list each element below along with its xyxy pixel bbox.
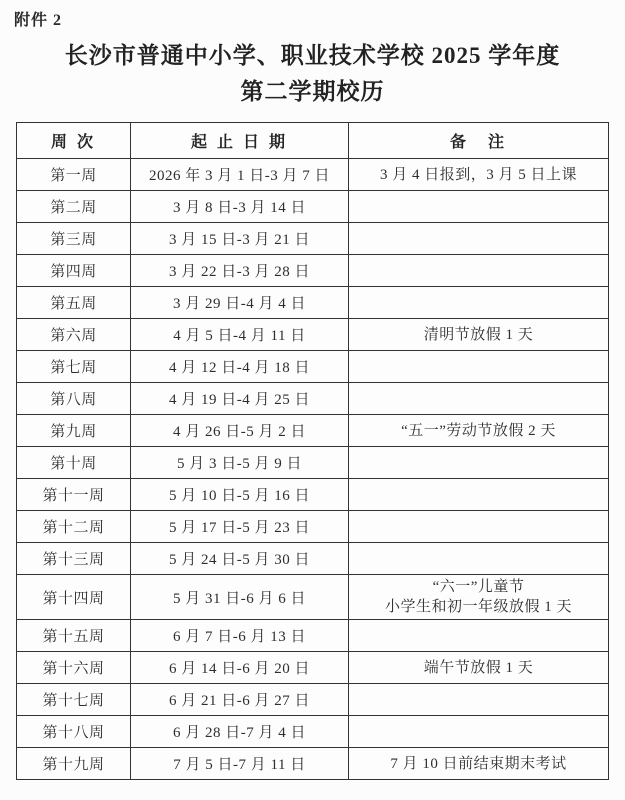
dates-cell: 5 月 10 日-5 月 16 日: [131, 479, 349, 511]
attachment-label: 附件 2: [14, 12, 63, 29]
table-row: [17, 191, 609, 223]
calendar-table: [16, 122, 609, 780]
dates-cell: 5 月 31 日-6 月 6 日: [131, 575, 349, 620]
table-row: [17, 684, 609, 716]
remark-cell: 7 月 10 日前结束期末考试: [349, 748, 609, 780]
dates-cell: 3 月 8 日-3 月 14 日: [131, 191, 349, 223]
table-row: [17, 255, 609, 287]
dates-cell: 7 月 5 日-7 月 11 日: [131, 748, 349, 780]
table-row: [17, 415, 609, 447]
dates-cell: 4 月 5 日-4 月 11 日: [131, 319, 349, 351]
week-cell: 第十二周: [17, 511, 131, 543]
week-cell: 第十七周: [17, 684, 131, 716]
table-row: [17, 351, 609, 383]
dates-cell: 3 月 29 日-4 月 4 日: [131, 287, 349, 319]
page-title-line1: 长沙市普通中小学、职业技术学校 2025 学年度: [64, 43, 561, 68]
column-header-dates: 起 止 日 期: [131, 123, 349, 159]
dates-cell: 3 月 22 日-3 月 28 日: [131, 255, 349, 287]
week-cell: 第十三周: [17, 543, 131, 575]
week-cell: 第十六周: [17, 652, 131, 684]
remark-cell: [349, 287, 609, 319]
remark-cell: [349, 479, 609, 511]
header-row: [17, 123, 609, 159]
week-cell: 第十一周: [17, 479, 131, 511]
table-row: [17, 748, 609, 780]
dates-cell: 4 月 19 日-4 月 25 日: [131, 383, 349, 415]
dates-cell: 6 月 7 日-6 月 13 日: [131, 620, 349, 652]
remark-cell: [349, 684, 609, 716]
table-row: [17, 652, 609, 684]
remark-cell: [349, 351, 609, 383]
page-title: [0, 38, 625, 110]
table-row: [17, 620, 609, 652]
remark-cell: [349, 543, 609, 575]
remark-cell: [349, 447, 609, 479]
remark-cell: 3 月 4 日报到，3 月 5 日上课: [349, 159, 609, 191]
dates-cell: 2026 年 3 月 1 日-3 月 7 日: [131, 159, 349, 191]
remark-cell: [349, 223, 609, 255]
week-cell: 第五周: [17, 287, 131, 319]
table-row: [17, 159, 609, 191]
week-cell: 第十四周: [17, 575, 131, 620]
page-title-line2: 第二学期校历: [240, 79, 385, 104]
week-cell: 第六周: [17, 319, 131, 351]
dates-cell: 6 月 21 日-6 月 27 日: [131, 684, 349, 716]
dates-cell: 3 月 15 日-3 月 21 日: [131, 223, 349, 255]
remark-cell: “六一”儿童节 小学生和初一年级放假 1 天: [349, 575, 609, 620]
table-row: [17, 716, 609, 748]
remark-cell: [349, 191, 609, 223]
column-header-remark: 备 注: [349, 123, 609, 159]
table-row: [17, 575, 609, 620]
table-row: [17, 447, 609, 479]
week-cell: 第十五周: [17, 620, 131, 652]
table-row: [17, 511, 609, 543]
remark-cell: [349, 383, 609, 415]
remark-cell: 端午节放假 1 天: [349, 652, 609, 684]
dates-cell: 4 月 26 日-5 月 2 日: [131, 415, 349, 447]
table-row: [17, 287, 609, 319]
table-row: [17, 479, 609, 511]
week-cell: 第八周: [17, 383, 131, 415]
dates-cell: 6 月 28 日-7 月 4 日: [131, 716, 349, 748]
week-cell: 第十周: [17, 447, 131, 479]
week-cell: 第二周: [17, 191, 131, 223]
dates-cell: 6 月 14 日-6 月 20 日: [131, 652, 349, 684]
table-row: [17, 383, 609, 415]
remark-cell: [349, 255, 609, 287]
remark-cell: [349, 716, 609, 748]
week-cell: 第一周: [17, 159, 131, 191]
column-header-week: 周 次: [17, 123, 131, 159]
week-cell: 第九周: [17, 415, 131, 447]
week-cell: 第七周: [17, 351, 131, 383]
calendar-table-body: [17, 159, 609, 780]
dates-cell: 4 月 12 日-4 月 18 日: [131, 351, 349, 383]
table-row: [17, 543, 609, 575]
remark-cell: [349, 620, 609, 652]
table-row: [17, 319, 609, 351]
remark-cell: “五一”劳动节放假 2 天: [349, 415, 609, 447]
table-row: [17, 223, 609, 255]
remark-cell: [349, 511, 609, 543]
week-cell: 第十九周: [17, 748, 131, 780]
week-cell: 第四周: [17, 255, 131, 287]
remark-cell: 清明节放假 1 天: [349, 319, 609, 351]
dates-cell: 5 月 3 日-5 月 9 日: [131, 447, 349, 479]
week-cell: 第三周: [17, 223, 131, 255]
dates-cell: 5 月 24 日-5 月 30 日: [131, 543, 349, 575]
calendar-table-header: [17, 123, 609, 159]
dates-cell: 5 月 17 日-5 月 23 日: [131, 511, 349, 543]
week-cell: 第十八周: [17, 716, 131, 748]
